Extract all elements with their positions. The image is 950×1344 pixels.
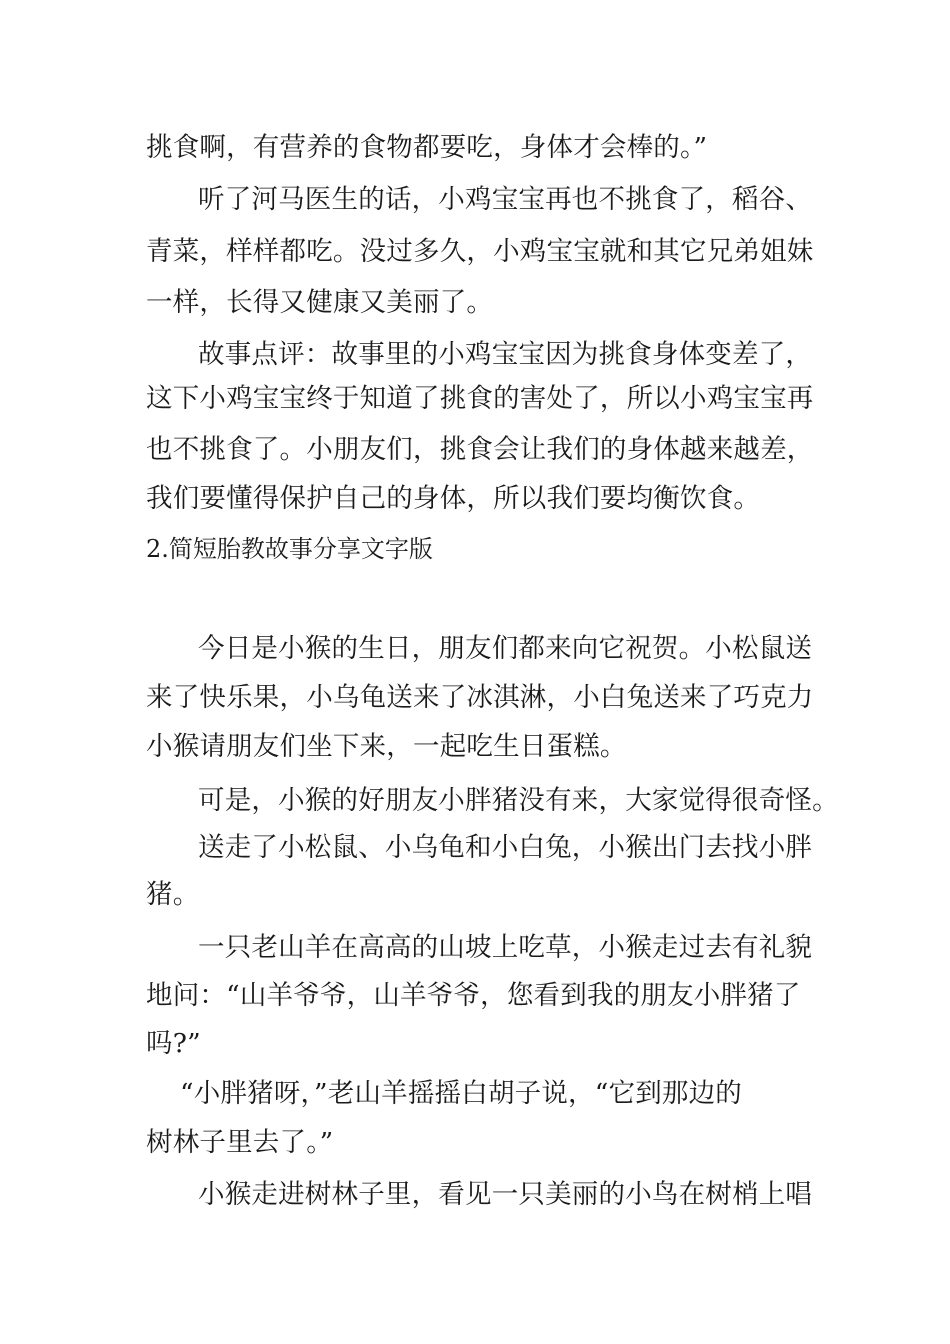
text-line: 这下小鸡宝宝终于知道了挑食的害处了，所以小鸡宝宝再 xyxy=(146,383,814,414)
section-heading: 2.简短胎教故事分享文字版 xyxy=(146,535,433,563)
text-line: 猪。 xyxy=(146,879,200,910)
text-line: 来了快乐果，小乌龟送来了冰淇淋，小白兔送来了巧克力 xyxy=(146,682,814,713)
text-line: 青菜，样样都吃。没过多久，小鸡宝宝就和其它兄弟姐妹 xyxy=(146,236,814,267)
text-line: 树林子里去了。” xyxy=(146,1127,334,1158)
paragraph-start-line: 今日是小猴的生日，朋友们都来向它祝贺。小松鼠送 xyxy=(198,633,813,664)
text-line: 一样，长得又健康又美丽了。 xyxy=(146,287,494,318)
text-line: 挑食啊，有营养的食物都要吃，身体才会棒的。” xyxy=(146,132,708,163)
paragraph-start-line: “小胖猪呀，”老山羊摇摇白胡子说，“它到那边的 xyxy=(180,1078,742,1109)
paragraph-start-line: 故事点评：故事里的小鸡宝宝因为挑食身体变差了， xyxy=(198,339,813,370)
text-line: 地问：“山羊爷爷，山羊爷爷，您看到我的朋友小胖猪了 xyxy=(146,980,801,1011)
text-line: 小猴请朋友们坐下来，一起吃生日蛋糕。 xyxy=(146,731,627,762)
paragraph-start-line: 可是，小猴的好朋友小胖猪没有来，大家觉得很奇怪。 xyxy=(198,785,839,816)
text-line: 我们要懂得保护自己的身体，所以我们要均衡饮食。 xyxy=(146,483,761,514)
paragraph-start-line: 一只老山羊在高高的山坡上吃草，小猴走过去有礼貌 xyxy=(198,932,813,963)
text-line: 吗?” xyxy=(146,1028,201,1059)
text-line: 也不挑食了。小朋友们，挑食会让我们的身体越来越差， xyxy=(146,434,814,465)
paragraph-start-line: 小猴走进树林子里，看见一只美丽的小鸟在树梢上唱 xyxy=(198,1179,813,1210)
paragraph-start-line: 送走了小松鼠、小乌龟和小白兔，小猴出门去找小胖 xyxy=(198,832,813,863)
paragraph-start-line: 听了河马医生的话，小鸡宝宝再也不挑食了，稻谷、 xyxy=(198,184,813,215)
